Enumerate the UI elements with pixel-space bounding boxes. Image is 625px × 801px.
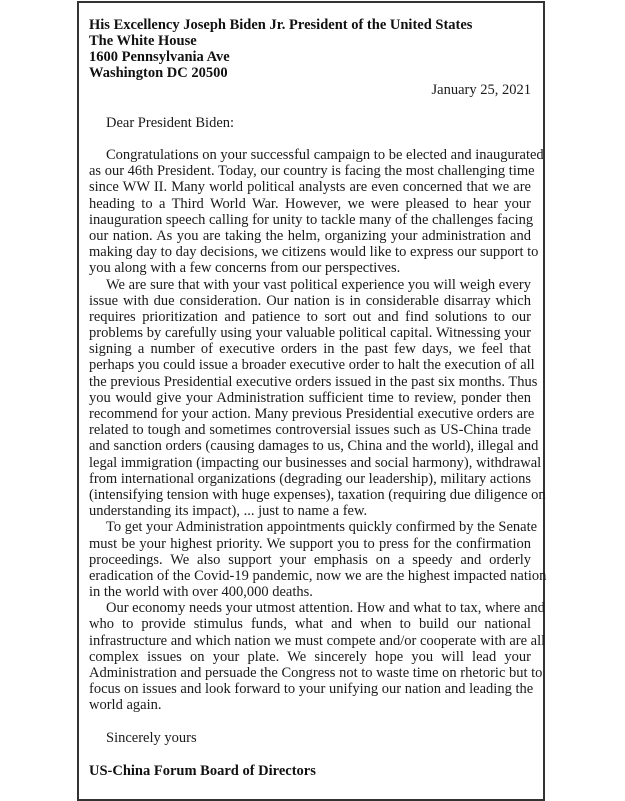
paragraph-line: must be your highest priority. We support you to press for the confirmation — [89, 535, 531, 552]
paragraph-line: complex issues on your plate. We sincerely hope you will lead your — [89, 648, 531, 665]
body-paragraph — [89, 600, 546, 714]
paragraph-line: perhaps you could issue a broader executive order to halt the execution of all — [89, 357, 535, 374]
paragraph-line: in the world with over 400,000 deaths. — [89, 584, 313, 601]
body-paragraph — [89, 519, 547, 601]
paragraph-line: since WW II. Many world political analysts are even concerned that we are — [89, 179, 531, 196]
paragraph-line: focus on issues and look forward to your unifying our nation and leading the — [89, 681, 534, 698]
paragraph-line: Our economy needs your utmost attention. How and what to tax, where and — [106, 600, 545, 617]
paragraph-line: issue with due consideration. Our nation is in considerable disarray which — [89, 292, 531, 309]
paragraph-line: who to provide stimulus funds, what and when to build our national — [89, 616, 531, 633]
paragraph-line: legal immigration (impacting our businesses and social harmony), withdrawal — [89, 454, 542, 471]
paragraph-line: our nation. As you are taking the helm, organizing your administration and — [89, 227, 531, 244]
paragraph-line: To get your Administration appointments quickly confirmed by the Senate — [106, 519, 538, 536]
recipient-org: The White House — [89, 33, 197, 49]
salutation: Dear President Biden: — [106, 115, 235, 131]
paragraph-line: you would give your Administration sufficient time to review, ponder then — [89, 389, 531, 406]
letter-date: January 25, 2021 — [431, 82, 531, 98]
paragraph-line: related to tough and sometimes controversial issues such as US-China trade — [89, 422, 531, 439]
recipient-address — [89, 17, 531, 81]
paragraph-line: and sanction orders (causing damages to us, China and the world), illegal and — [89, 438, 539, 455]
paragraph-line: recommend for your action. Many previous Presidential executive orders are — [89, 406, 535, 422]
letter-body — [89, 147, 547, 714]
paragraph-line: the previous Presidential executive orders issued in the past six months. Thus — [89, 373, 538, 390]
letter-content — [89, 17, 547, 785]
paragraph-line: (intensifying tension with huge expenses), taxation (requiring due diligence on — [89, 486, 546, 503]
paragraph-line: Administration and persuade the Congress not to waste time on rhetoric but to — [89, 665, 543, 681]
paragraph-line: requires prioritization and patience to sort out and find solutions to our — [89, 308, 531, 325]
paragraph-line: world again. — [89, 697, 162, 714]
paragraph-line: heading to a Third World War. However, we were pleased to hear your — [89, 195, 531, 212]
body-paragraph — [89, 147, 544, 277]
signature-subline-cut — [89, 779, 531, 785]
letter-page — [77, 1, 545, 801]
paragraph-line: inauguration speech calling for unity to tackle many of the challenges facing — [89, 211, 534, 228]
paragraph-line: We are sure that with your vast political experience you will weigh every — [106, 276, 531, 293]
paragraph-line: eradication of the Covid-19 pandemic, now we are the highest impacted nation — [89, 567, 547, 584]
paragraph-line: understanding its impact), ... just to name a few. — [89, 503, 368, 520]
closing: Sincerely yours — [106, 729, 197, 746]
recipient-city: Washington DC 20500 — [89, 65, 228, 81]
paragraph-line: Congratulations on your successful campaign to be elected and inaugurated — [106, 147, 544, 163]
paragraph-line: infrastructure and which nation we must compete and/or cooperate with are all — [89, 632, 546, 649]
paragraph-line: making day to day decisions, we citizens would like to express our support to — [89, 244, 539, 261]
paragraph-line: you along with a few concerns from our perspectives. — [89, 260, 401, 277]
signature: US-China Forum Board of Directors — [89, 762, 316, 779]
paragraph-line: as our 46th President. Today, our country is facing the most challenging time — [89, 163, 535, 180]
paragraph-line: from international organizations (degrading our leadership), military actions — [89, 470, 531, 487]
paragraph-line: proceedings. We also support your emphasis on a speedy and orderly — [89, 551, 531, 568]
paragraph-line: signing a number of executive orders in the past few days, we feel that — [89, 341, 531, 358]
paragraph-line: problems by carefully using your valuable political capital. Witnessing your — [89, 325, 531, 342]
recipient-name: His Excellency Joseph Biden Jr. President of the United States — [89, 17, 473, 33]
body-paragraph — [89, 276, 546, 520]
recipient-street: 1600 Pennsylvania Ave — [89, 49, 230, 65]
